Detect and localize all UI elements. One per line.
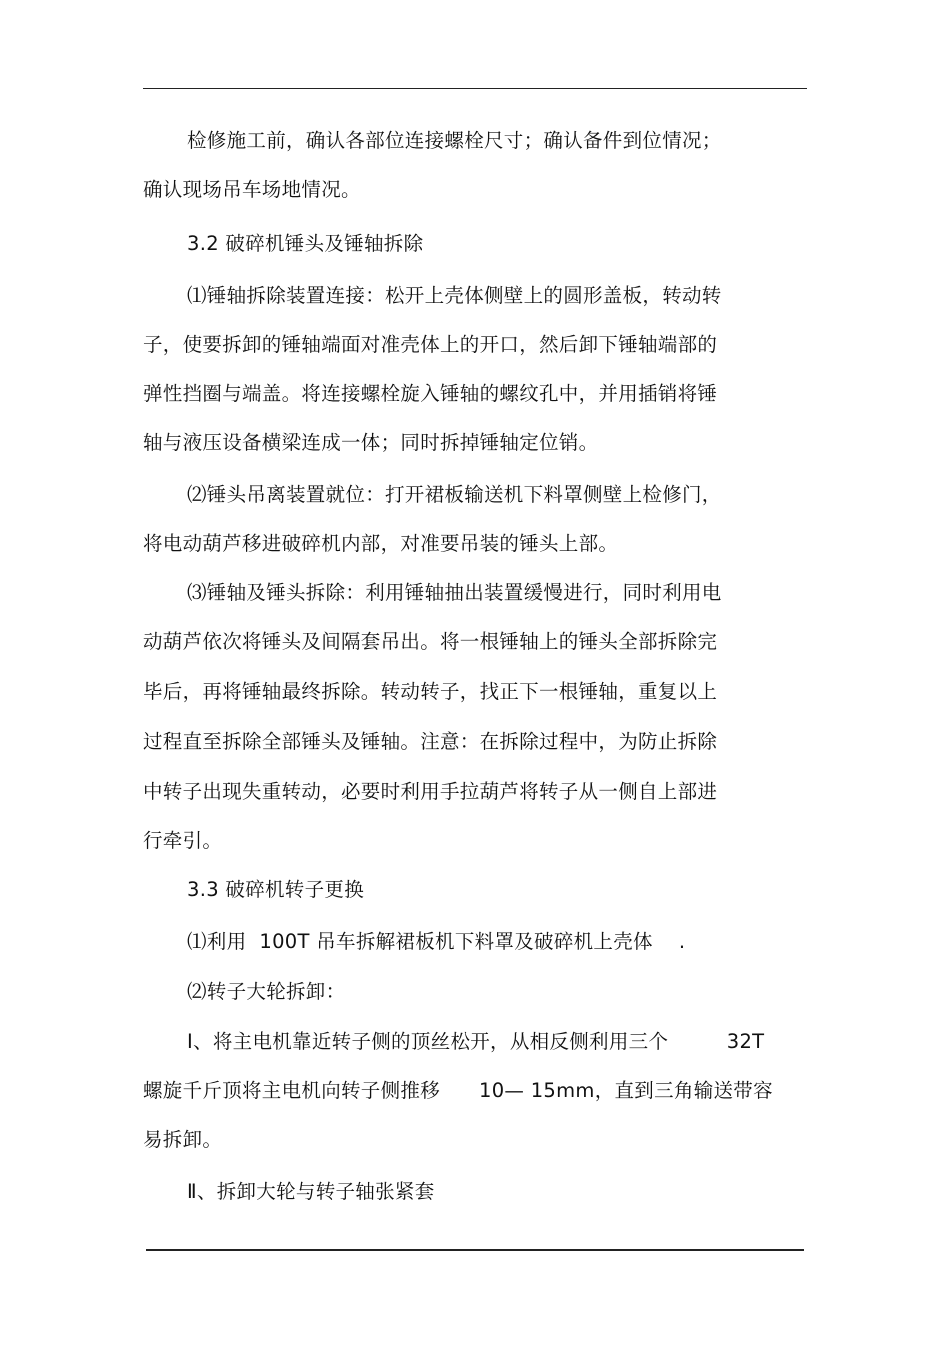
paragraph-line: Ⅱ、拆卸大轮与转子轴张紧套 xyxy=(187,1180,435,1203)
paragraph-line: 行牵引。 xyxy=(143,829,223,852)
paragraph-line: 轴与液压设备横梁连成一体；同时拆掉锤轴定位销。 xyxy=(143,431,599,454)
paragraph-line: ⑴锤轴拆除装置连接：松开上壳体侧壁上的圆形盖板，转动转 xyxy=(187,284,722,307)
paragraph-line: 检修施工前，确认各部位连接螺栓尺寸；确认备件到位情况； xyxy=(187,129,722,152)
footer-rule xyxy=(146,1249,804,1251)
paragraph-line: 螺旋千斤顶将主电机向转子侧推移 10— 15mm，直到三角输送带容 xyxy=(143,1079,773,1102)
section-heading: 3.3 破碎机转子更换 xyxy=(187,878,365,901)
paragraph-line: 过程直至拆除全部锤头及锤轴。注意：在拆除过程中，为防止拆除 xyxy=(143,730,718,753)
paragraph-line: 中转子出现失重转动，必要时利用手拉葫芦将转子从一侧自上部进 xyxy=(143,780,718,803)
header-rule xyxy=(143,88,807,89)
paragraph-line: 易拆卸。 xyxy=(143,1128,223,1151)
paragraph-line: 将电动葫芦移进破碎机内部，对准要吊装的锤头上部。 xyxy=(143,532,619,555)
paragraph-line: 弹性挡圈与端盖。将连接螺栓旋入锤轴的螺纹孔中，并用插销将锤 xyxy=(143,382,718,405)
paragraph-line: 子，使要拆卸的锤轴端面对准壳体上的开口，然后卸下锤轴端部的 xyxy=(143,333,718,356)
paragraph-line: ⑵锤头吊离装置就位：打开裙板输送机下料罩侧壁上检修门， xyxy=(187,483,722,506)
paragraph-line: ⑴利用 100T 吊车拆解裙板机下料罩及破碎机上壳体 . xyxy=(187,930,686,953)
paragraph-line: 毕后，再将锤轴最终拆除。转动转子，找正下一根锤轴，重复以上 xyxy=(143,680,718,703)
paragraph-line: 动葫芦依次将锤头及间隔套吊出。将一根锤轴上的锤头全部拆除完 xyxy=(143,630,718,653)
paragraph-line: 确认现场吊车场地情况。 xyxy=(143,178,361,201)
paragraph-line: ⑵转子大轮拆卸： xyxy=(187,980,346,1003)
paragraph-line: Ⅰ、将主电机靠近转子侧的顶丝松开，从相反侧利用三个 32T xyxy=(187,1030,765,1053)
paragraph-line: ⑶锤轴及锤头拆除：利用锤轴抽出装置缓慢进行，同时利用电 xyxy=(187,581,722,604)
section-heading: 3.2 破碎机锤头及锤轴拆除 xyxy=(187,232,424,255)
